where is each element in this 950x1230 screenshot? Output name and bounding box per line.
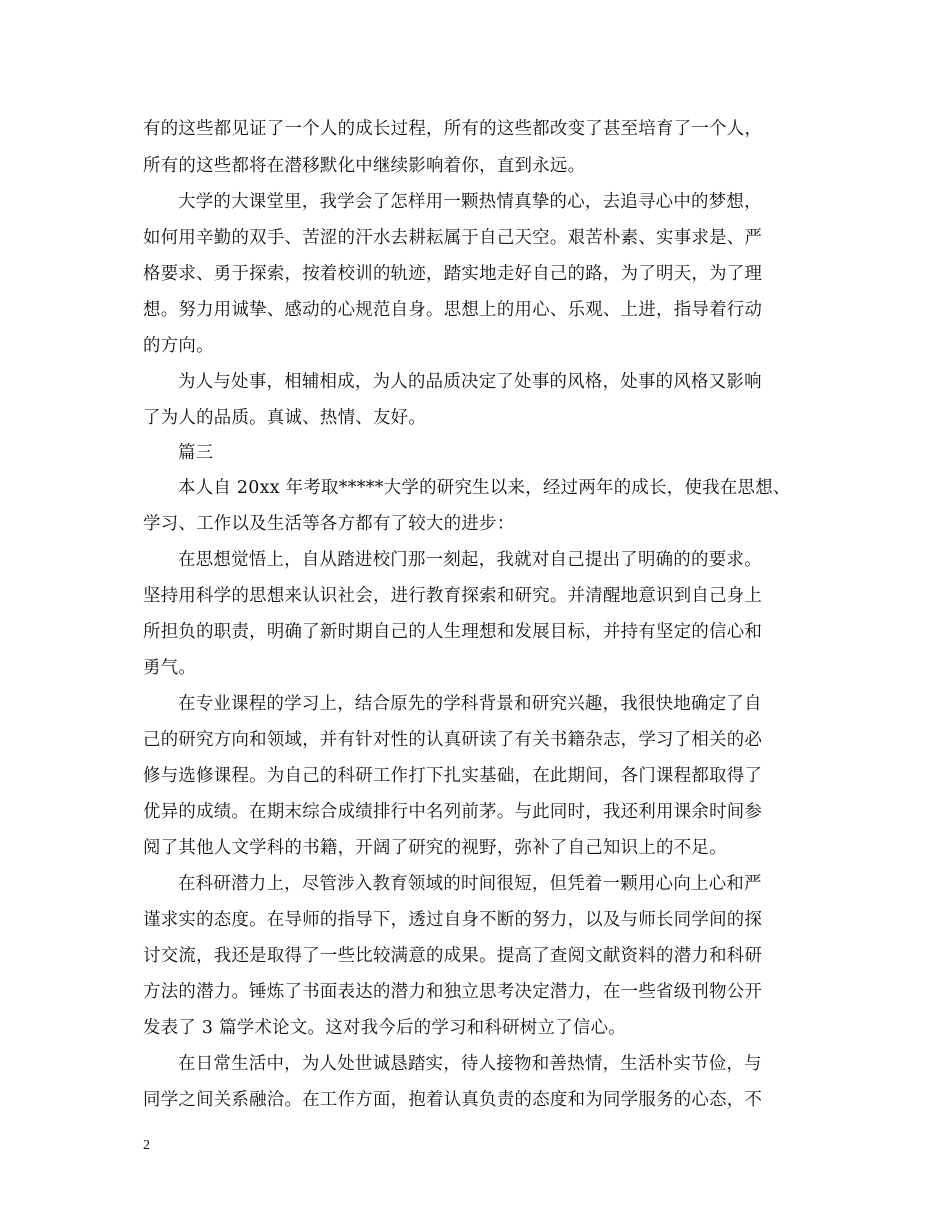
text-line: 了为人的品质。真诚、热情、友好。 xyxy=(143,408,427,428)
text-line: 格要求、勇于探索，按着校训的轨迹，踏实地走好自己的路，为了明天，为了理 xyxy=(143,264,763,284)
text-line: 优异的成绩。在期末综合成绩排行中名列前茅。与此同时，我还利用课余时间参 xyxy=(143,802,763,822)
text-line: 己的研究方向和领域，并有针对性的认真研读了有关书籍杂志，学习了相关的必 xyxy=(143,730,763,750)
text-line: 发表了 3 篇学术论文。这对我今后的学习和科研树立了信心。 xyxy=(143,1018,626,1038)
paragraph-first-line: 为人与处事，相辅相成，为人的品质决定了处事的风格，处事的风格又影响 xyxy=(178,372,762,392)
text-line: 学习、工作以及生活等各方都有了较大的进步： xyxy=(143,514,515,534)
text-line: 的方向。 xyxy=(143,336,214,356)
text-line: 所有的这些都将在潜移默化中继续影响着你，直到永远。 xyxy=(143,156,586,176)
section-heading: 篇三 xyxy=(178,443,214,463)
paragraph-first-line: 本人自 20xx 年考取*****大学的研究生以来，经过两年的成长，使我在思想、 xyxy=(178,478,791,498)
paragraph-first-line: 在专业课程的学习上，结合原先的学科背景和研究兴趣，我很快地确定了自 xyxy=(178,694,762,714)
text-line: 谨求实的态度。在导师的指导下，透过自身不断的努力，以及与师长同学间的探 xyxy=(143,910,763,930)
text-line: 有的这些都见证了一个人的成长过程，所有的这些都改变了甚至培育了一个人， xyxy=(143,119,763,139)
paragraph-first-line: 在思想觉悟上，自从踏进校门那一刻起，我就对自己提出了明确的的要求。 xyxy=(178,550,762,570)
text-line: 讨交流，我还是取得了一些比较满意的成果。提高了查阅文献资料的潜力和科研 xyxy=(143,946,763,966)
text-line: 坚持用科学的思想来认识社会，进行教育探索和研究。并清醒地意识到自己身上 xyxy=(143,586,763,606)
page-number: 2 xyxy=(143,1138,150,1153)
text-line: 方法的潜力。锤炼了书面表达的潜力和独立思考决定潜力，在一些省级刊物公开 xyxy=(143,982,763,1002)
text-line: 同学之间关系融洽。在工作方面，抱着认真负责的态度和为同学服务的心态，不 xyxy=(143,1090,763,1110)
paragraph-first-line: 在日常生活中，为人处世诚恳踏实，待人接物和善热情，生活朴实节俭，与 xyxy=(178,1054,762,1074)
paragraph-first-line: 在科研潜力上，尽管涉入教育领域的时间很短，但凭着一颗用心向上心和严 xyxy=(178,874,762,894)
text-line: 想。努力用诚挚、感动的心规范自身。思想上的用心、乐观、上进，指导着行动 xyxy=(143,300,763,320)
text-line: 如何用辛勤的双手、苦涩的汗水去耕耘属于自己天空。艰苦朴素、实事求是、严 xyxy=(143,228,763,248)
paragraph-first-line: 大学的大课堂里，我学会了怎样用一颗热情真挚的心，去追寻心中的梦想， xyxy=(178,192,762,212)
text-line: 勇气。 xyxy=(143,658,197,678)
text-line: 阅了其他人文学科的书籍，开阔了研究的视野，弥补了自己知识上的不足。 xyxy=(143,838,727,858)
text-line: 修与选修课程。为自己的科研工作打下扎实基础，在此期间，各门课程都取得了 xyxy=(143,766,763,786)
text-line: 所担负的职责，明确了新时期自己的人生理想和发展目标，并持有坚定的信心和 xyxy=(143,622,763,642)
